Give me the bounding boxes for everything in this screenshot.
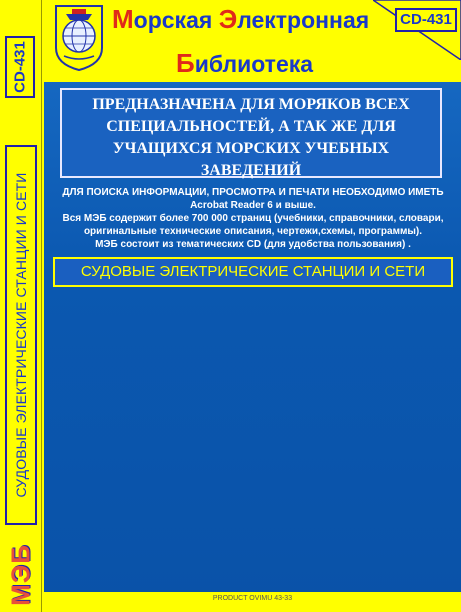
- spine-title-box: [5, 145, 37, 525]
- info-text: [54, 186, 452, 251]
- title-initial-m: М: [112, 4, 134, 34]
- spine-mark: [6, 545, 36, 605]
- spine-code-badge: [5, 36, 35, 98]
- subject-banner: СУДОВЫЕ ЭЛЕКТРИЧЕСКИЕ СТАНЦИИ И СЕТИ: [53, 257, 453, 287]
- spine-mark-label: МЭБ: [5, 544, 36, 606]
- library-logo-icon: [52, 2, 106, 72]
- info-line1: ДЛЯ ПОИСКА ИНФОРМАЦИИ, ПРОСМОТРА И ПЕЧАТИ НЕОБХОДИМО ИМЕТЬ Acrobat Reader 6 и выше.: [62, 187, 444, 211]
- spine-title: СУДОВЫЕ ЭЛЕКТРИЧЕСКИЕ СТАНЦИИ И СЕТИ: [13, 172, 29, 498]
- title-word-morskaya: орская: [133, 7, 219, 33]
- title-initial-b: Б: [176, 48, 195, 78]
- title-word-elektronnaya: лектронная: [237, 7, 370, 33]
- title-initial-e: Э: [218, 4, 238, 34]
- corner-code-badge: CD-431: [395, 8, 457, 32]
- spine-code-label: CD-431: [11, 41, 29, 93]
- title-word-biblioteka: иблиотека: [194, 51, 314, 77]
- description-box: ПРЕДНАЗНАЧЕНА ДЛЯ МОРЯКОВ ВСЕХ СПЕЦИАЛЬНОСТЕЙ, А ТАК ЖЕ ДЛЯ УЧАЩИХСЯ МОРСКИХ УЧЕБНЫХ ЗАВЕДЕНИЙ: [60, 88, 442, 178]
- info-line3: МЭБ состоит из тематических CD (для удобства пользования) .: [95, 239, 411, 250]
- library-title-line1: [112, 4, 369, 35]
- cover-spine: [0, 0, 42, 612]
- library-title-line2: [176, 48, 313, 79]
- product-code: PRODUCT OVIMU 43-33: [212, 595, 293, 602]
- info-line2: Вся МЭБ содержит более 700 000 страниц (учебники, справочники, словари, оригинальные технические описания, чертежи,схемы, программы).: [62, 213, 444, 237]
